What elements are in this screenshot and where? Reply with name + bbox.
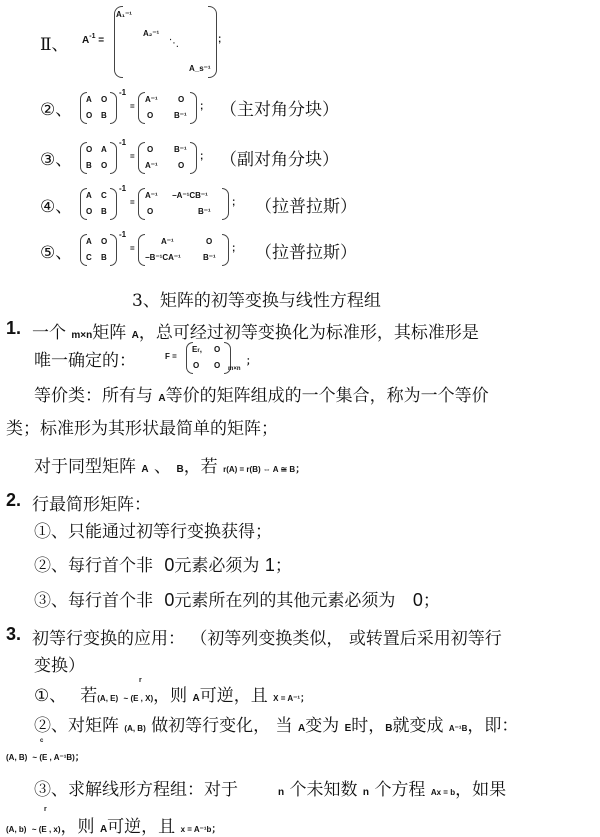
item-marker: ⑤、 xyxy=(40,243,73,263)
list-item: (A, b) ~ (E , x)，则 A可逆，且 x = A⁻¹b； xyxy=(6,817,222,837)
matrix-cell: O xyxy=(86,145,93,154)
right-paren xyxy=(190,142,197,174)
right-paren xyxy=(190,92,197,124)
matrix-cell: O xyxy=(214,345,221,354)
matrix-cell: O xyxy=(178,95,185,104)
superscript: -1 xyxy=(119,230,127,239)
diag-dots: ⋱ xyxy=(169,38,180,49)
item-marker: ④、 xyxy=(40,197,73,217)
row-transform-mark: r xyxy=(139,677,142,684)
superscript: -1 xyxy=(119,88,127,97)
paragraph-line: 等价类：所有与 A等价的矩阵组成的一个集合，称为一个等价 xyxy=(34,386,489,406)
semicolon: ; xyxy=(232,197,236,208)
diag-entry: A_s⁻¹ xyxy=(189,64,211,73)
matrix-cell: A⁻¹ xyxy=(145,191,158,200)
right-paren xyxy=(110,142,117,174)
semicolon: ; xyxy=(200,101,204,112)
left-paren xyxy=(138,234,145,266)
paragraph-line: 变换） xyxy=(34,656,85,676)
matrix-cell: C xyxy=(86,253,92,262)
left-paren xyxy=(138,142,145,174)
diag-entry: A₂⁻¹ xyxy=(143,29,160,38)
matrix-cell: A xyxy=(101,145,107,154)
right-paren xyxy=(208,6,217,78)
matrix-cell: O xyxy=(178,161,185,170)
matrix-cell: B xyxy=(101,253,107,262)
formula-line: (A, B) ~ (E , A⁻¹B)； xyxy=(6,752,85,763)
subscript: m×n xyxy=(228,366,241,372)
equals: = xyxy=(130,102,135,111)
matrix-cell: O xyxy=(86,207,93,216)
list-item: ①、 若(A, E) ~ (E , X)，则 A可逆，且 X = A⁻¹； xyxy=(34,686,310,706)
equals: = xyxy=(130,152,135,161)
matrix-cell: O xyxy=(214,361,221,370)
semicolon: ; xyxy=(200,151,204,162)
paragraph-line: 类；标准形为其形状最简单的矩阵； xyxy=(6,419,278,439)
section-title: 3、矩阵的初等变换与线性方程组 xyxy=(132,291,381,311)
left-paren xyxy=(138,188,145,220)
matrix-cell: O xyxy=(101,161,108,170)
diag-entry: A₁⁻¹ xyxy=(116,10,132,19)
semicolon: ; xyxy=(232,243,236,254)
matrix-cell: O xyxy=(147,207,154,216)
formula-F: F = xyxy=(165,352,177,361)
matrix-cell: A xyxy=(86,191,92,200)
equals: = xyxy=(130,198,135,207)
matrix-cell: B xyxy=(101,111,107,120)
equals: = xyxy=(130,244,135,253)
list-item: ②、对矩阵 (A, B) 做初等行变化， 当 A变为 E时，B就变成 A⁻¹B，即： xyxy=(34,716,519,736)
paragraph-line: 行最简形矩阵： xyxy=(32,495,151,515)
matrix-cell: B⁻¹ xyxy=(174,111,187,120)
matrix-cell: C xyxy=(101,191,107,200)
matrix-cell: O xyxy=(193,361,200,370)
list-item: ①、只能通过初等行变换获得； xyxy=(34,522,272,542)
matrix-cell: O xyxy=(206,237,213,246)
list-item: ②、每行首个非 0元素必须为 1； xyxy=(34,555,292,576)
superscript: -1 xyxy=(119,138,127,147)
matrix-cell: O xyxy=(86,111,93,120)
right-paren xyxy=(222,234,229,266)
row-transform-mark: r xyxy=(44,806,47,813)
note: （主对角分块） xyxy=(220,100,339,120)
matrix-cell: −A⁻¹CB⁻¹ xyxy=(172,191,208,200)
matrix-lhs: $A^{-1}$ = xyxy=(82,33,105,46)
matrix-cell: O xyxy=(147,111,154,120)
paragraph-line: 对于同型矩阵 A 、 B，若 r(A) = r(B) ⇔ A ≅ B； xyxy=(34,457,306,477)
right-paren xyxy=(110,234,117,266)
right-paren xyxy=(110,92,117,124)
list-item: ③、每行首个非 0元素所在列的其他元素必须为 0； xyxy=(34,590,440,611)
matrix-cell: B⁻¹ xyxy=(198,207,211,216)
superscript: -1 xyxy=(119,184,127,193)
matrix-cell: A⁻¹ xyxy=(145,95,158,104)
item-marker: Ⅱ、 xyxy=(40,35,69,55)
matrix-cell: A xyxy=(86,237,92,246)
matrix-cell: B xyxy=(86,161,92,170)
semicolon: ; xyxy=(218,34,222,45)
matrix-cell: −B⁻¹CA⁻¹ xyxy=(145,253,181,262)
right-paren xyxy=(222,188,229,220)
matrix-cell: O xyxy=(147,145,154,154)
note: （副对角分块） xyxy=(220,150,339,170)
item-number: 2. xyxy=(6,490,22,510)
item-number: 3. xyxy=(6,624,22,644)
item-number: 1. xyxy=(6,318,22,338)
matrix-cell: A⁻¹ xyxy=(145,161,158,170)
matrix-cell: A⁻¹ xyxy=(161,237,174,246)
paragraph-line: 一个 m×n矩阵 A，总可经过初等变换化为标准形，其标准形是 xyxy=(32,323,479,343)
note: （拉普拉斯） xyxy=(255,243,357,263)
paragraph-line: 初等行变换的应用： （初等列变换类似， 或转置后采用初等行 xyxy=(32,629,502,649)
right-paren xyxy=(110,188,117,220)
matrix-cell: O xyxy=(101,237,108,246)
matrix-cell: B⁻¹ xyxy=(203,253,216,262)
semicolon: ； xyxy=(246,356,256,367)
note: （拉普拉斯） xyxy=(255,197,357,217)
matrix-cell: A xyxy=(86,95,92,104)
matrix-cell: B⁻¹ xyxy=(174,145,187,154)
matrix-cell: O xyxy=(101,95,108,104)
item-marker: ③、 xyxy=(40,150,73,170)
item-marker: ②、 xyxy=(40,100,73,120)
column-transform-mark: c xyxy=(40,738,44,744)
paragraph-line: 唯一确定的： xyxy=(34,351,136,371)
matrix-cell: B xyxy=(101,207,107,216)
matrix-cell: Er, xyxy=(192,345,202,354)
left-paren xyxy=(138,92,145,124)
list-item: ③、求解线形方程组：对于 n 个未知数 n 个方程 Ax = b，如果 xyxy=(34,780,507,800)
